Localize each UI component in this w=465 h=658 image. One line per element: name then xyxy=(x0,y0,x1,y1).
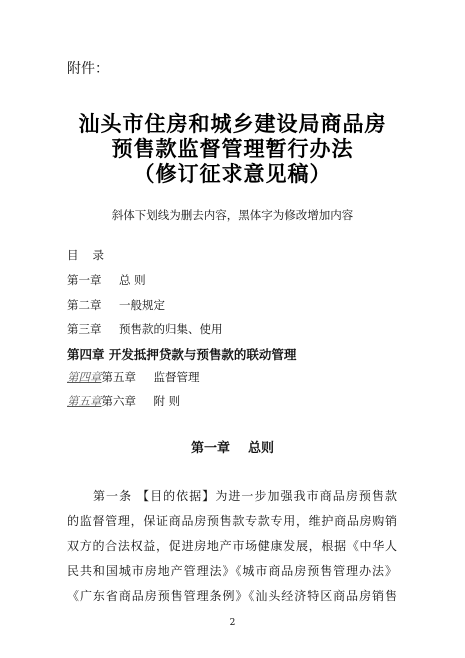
paragraph-line: 的监督管理，保证商品房预售款专款专用，维护商品房购销 xyxy=(67,514,397,528)
title-line-2: 预售款监督管理暂行办法 xyxy=(111,137,354,161)
deleted-text: 第五章 xyxy=(67,394,102,408)
revision-note: 斜体下划线为删去内容，黑体字为修改增加内容 xyxy=(111,208,354,222)
toc-chapter: 第五章 xyxy=(101,370,136,384)
toc-title: 总 则 xyxy=(119,273,146,287)
toc-chapter: 第二章 xyxy=(67,298,102,312)
title-line-1: 汕头市住房和城乡建设局商品房 xyxy=(78,112,387,136)
page-number: 2 xyxy=(229,618,236,628)
section-heading xyxy=(0,437,465,456)
paragraph-line: 民共和国城市房地产管理法》《城市商品房预售管理办法》 xyxy=(67,564,397,578)
article-paragraph xyxy=(67,484,397,609)
paragraph-line: 第一条 【目的依据】为进一步加强我市商品房预售款 xyxy=(93,489,397,503)
section-chapter: 第一章 xyxy=(190,441,230,456)
toc-title: 附 则 xyxy=(153,394,181,408)
section-title: 总则 xyxy=(248,441,275,456)
toc-chapter: 第六章 xyxy=(101,394,136,408)
toc-item-5 xyxy=(67,369,200,385)
paragraph-line: 《广东省商品房预售管理条例》《汕头经济特区商品房销售 xyxy=(67,589,397,603)
paragraph-line: 双方的合法权益，促进房地产市场健康发展，根据《中华人 xyxy=(67,539,397,553)
deleted-text: 第四章 xyxy=(67,370,102,384)
toc-chapter: 第一章 xyxy=(67,273,102,287)
attachment-label: 附件： xyxy=(67,61,109,77)
toc-item-1 xyxy=(67,272,146,288)
title-line-3: （修订征求意见稿） xyxy=(133,162,332,186)
toc-heading: 目录 xyxy=(67,248,118,262)
toc-title: 一般规定 xyxy=(119,298,165,312)
toc-chapter: 第三章 xyxy=(67,322,102,336)
toc-item-2 xyxy=(67,297,165,313)
toc-item-6 xyxy=(67,393,180,409)
toc-item-4-added: 第四章 开发抵押贷款与预售款的联动管理 xyxy=(67,347,297,362)
toc-item-3 xyxy=(67,321,223,337)
toc-title: 监督管理 xyxy=(153,370,200,384)
toc-title: 预售款的归集、使用 xyxy=(119,322,223,336)
